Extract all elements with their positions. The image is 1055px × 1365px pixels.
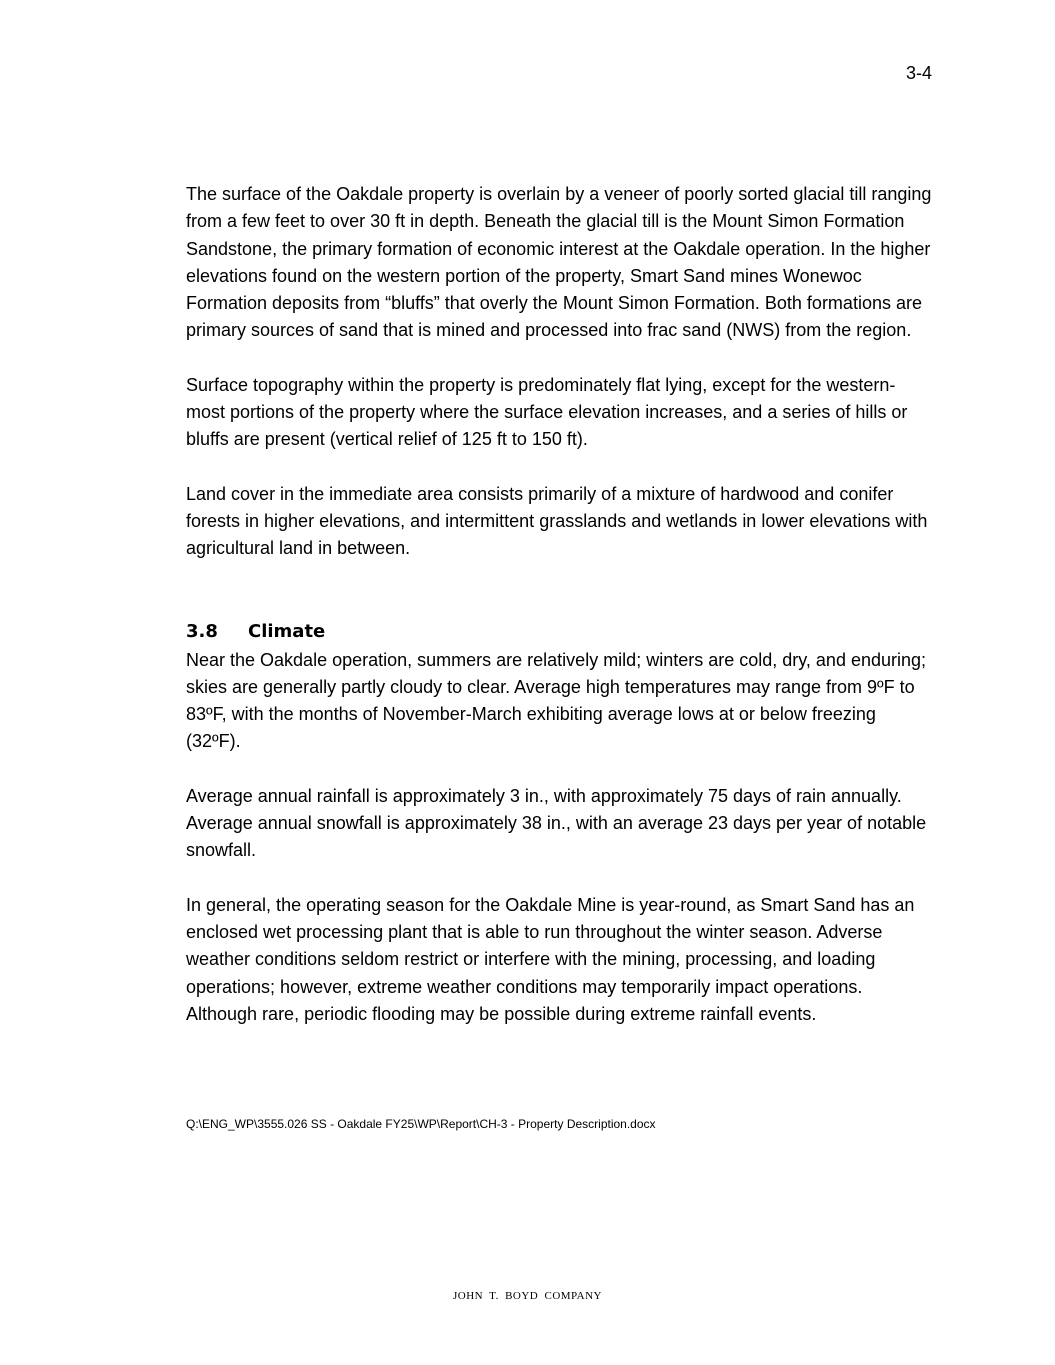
paragraph-climate-temperatures: Near the Oakdale operation, summers are relatively mild; winters are cold, dry, and enduring; skies are generally partly cloudy to clear. Average high temperatures may range from 9ºF to 83ºF, with the months of November-March exhibiting average lows at or below freezing (32ºF). xyxy=(186,649,927,752)
page-number: 3-4 xyxy=(905,63,932,83)
paragraph-operating-season: In general, the operating season for the Oakdale Mine is year-round, as Smart Sand has an enclosed wet processing plant that is able to run throughout the winter season. Adverse weather conditions seldom restrict or interfere with the mining, processing, and loading operations; however, extreme weather conditions may temporarily impact operations. Although rare, periodic flooding may be possible during extreme rainfall events. xyxy=(186,894,915,1024)
paragraph-geology: The surface of the Oakdale property is overlain by a veneer of poorly sorted glacial till ranging from a few feet to over 30 ft in depth. Beneath the glacial till is the Mount Simon Formation Sandstone, the primary formation of economic interest at the Oakdale operation. In the higher elevations found on the western portion of the property, Smart Sand mines Wonewoc Formation deposits from “bluffs” that overly the Mount Simon Formation. Both formations are primary sources of sand that is mined and processed into frac sand (NWS) from the region. xyxy=(186,184,932,341)
paragraph-spacer xyxy=(186,345,932,372)
section-title: Climate xyxy=(248,620,326,642)
paragraph-spacer xyxy=(186,865,932,892)
document-file-path: Q:\ENG_WP\3555.026 SS - Oakdale FY25\WP\Report\CH-3 - Property Description.docx xyxy=(186,1117,656,1131)
section-heading xyxy=(186,617,932,647)
paragraph-land-cover: Land cover in the immediate area consists primarily of a mixture of hardwood and conifer forests in higher elevations, and intermittent grasslands and wetlands in lower elevations with agricultural land in between. xyxy=(186,483,928,559)
document-body xyxy=(186,181,932,1028)
paragraph-spacer xyxy=(186,454,932,481)
paragraph-topography: Surface topography within the property is predominately flat lying, except for the western-most portions of the property where the surface elevation increases, and a series of hills or bluffs are present (vertical relief of 125 ft to 150 ft). xyxy=(186,374,908,450)
paragraph-spacer xyxy=(186,756,932,783)
footer-company-name: JOHN T. BOYD COMPANY xyxy=(453,1290,602,1302)
section-number: 3.8 xyxy=(186,620,218,642)
paragraph-precipitation: Average annual rainfall is approximately 3 in., with approximately 75 days of rain annually. Average annual snowfall is approximately 38 in., with an average 23 days per year of notable snowfall. xyxy=(186,785,927,861)
section-spacer xyxy=(186,563,932,617)
